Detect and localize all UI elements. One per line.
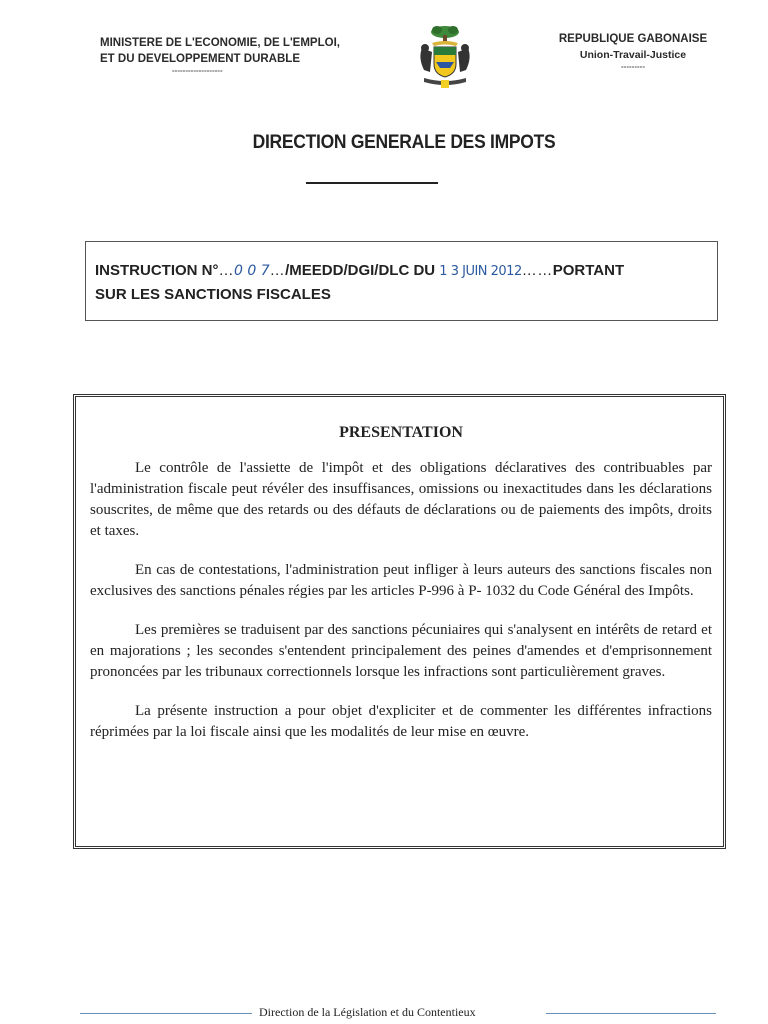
coat-of-arms-icon	[410, 22, 480, 90]
title-underline	[306, 182, 438, 184]
footer-text: Direction de la Législation et du Contentieux	[259, 1005, 476, 1019]
republic-dash: ---------	[621, 62, 645, 71]
instruction-number: 0 0 7	[234, 263, 270, 279]
instruction-date: 1 3 JUIN 2012	[439, 264, 522, 279]
ministry-dash: -------------------	[172, 66, 223, 75]
instruction-subject: SUR LES SANCTIONS FISCALES	[95, 286, 331, 303]
instruction-box	[85, 241, 718, 321]
footer-rule-left	[80, 1013, 252, 1014]
instruction-heading: INSTRUCTION N°…0 0 7…/MEEDD/DGI/DLC DU 1 3 JUIN 2012……PORTANT	[95, 262, 625, 279]
presentation-title: PRESENTATION	[339, 424, 463, 441]
republic-header	[548, 31, 718, 71]
presentation-paragraph: La présente instruction a pour objet d'expliciter et de commenter les différentes infractions réprimées par la loi fiscale ainsi que les modalités de leur mise en œuvre.	[90, 703, 712, 740]
presentation-paragraph: En cas de contestations, l'administration peut infliger à leurs auteurs des sanctions fiscales non exclusives des sanctions pénales régies par les articles P-996 à P- 1032 du Code Général des Impôts.	[90, 562, 712, 599]
presentation-paragraph: Les premières se traduisent par des sanctions pécuniaires qui s'analysent en intérêts de retard et en majorations ; les secondes s'entendent principalement des peines d'amendes et d'emprisonnement prononcées par les tribunaux correctionnels lorsque les infractions sont particulièrement graves.	[90, 622, 712, 680]
instruction-label: INSTRUCTION N°	[95, 262, 219, 279]
instruction-reference: /MEEDD/DGI/DLC DU	[285, 262, 436, 279]
ministry-line-2: ET DU DEVELOPPEMENT DURABLE	[100, 53, 300, 65]
ministry-line-1: MINISTERE DE L'ECONOMIE, DE L'EMPLOI,	[100, 37, 340, 49]
presentation-paragraph: Le contrôle de l'assiette de l'impôt et des obligations déclaratives des contribuables par l'administration fiscale peut révéler des insuffisances, omissions ou inexactitudes dans les déclarations souscrites, de même que des retards ou des défauts de déclarations ou de paiements des impôts, droits et taxes.	[90, 460, 712, 539]
footer-rule-right	[546, 1013, 716, 1014]
republic-motto: Union-Travail-Justice	[579, 49, 687, 61]
page-title: DIRECTION GENERALE DES IMPOTS	[252, 132, 556, 153]
instruction-portant: PORTANT	[552, 262, 625, 279]
ministry-header	[100, 35, 340, 75]
republic-name: REPUBLIQUE GABONAISE	[558, 33, 708, 45]
presentation-content	[90, 418, 712, 761]
